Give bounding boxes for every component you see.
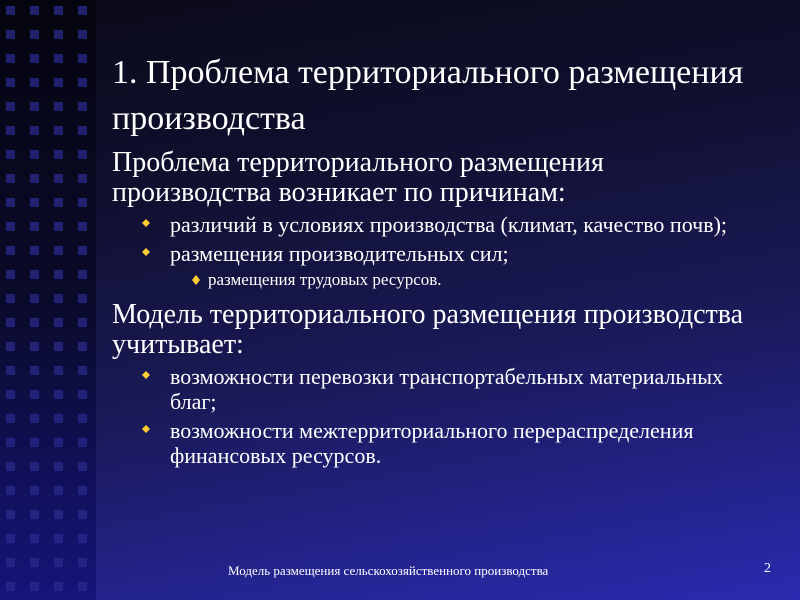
decorative-square — [6, 342, 15, 351]
list-item — [112, 241, 752, 266]
decorative-square — [78, 414, 87, 423]
decorative-square — [6, 102, 15, 111]
decorative-square — [6, 126, 15, 135]
decorative-square — [54, 270, 63, 279]
decorative-square — [78, 582, 87, 591]
decorative-square — [78, 6, 87, 15]
decorative-square — [6, 414, 15, 423]
slide-footer: Модель размещения сельскохозяйственного производства — [228, 563, 549, 578]
decorative-square — [78, 558, 87, 567]
decorative-square — [54, 534, 63, 543]
decorative-square — [30, 582, 39, 591]
decorative-square — [30, 294, 39, 303]
decorative-square — [6, 222, 15, 231]
slide-content — [112, 148, 752, 472]
decorative-square — [30, 558, 39, 567]
decorative-square — [6, 174, 15, 183]
decorative-square — [30, 270, 39, 279]
decorative-square — [78, 174, 87, 183]
decorative-square — [6, 294, 15, 303]
decorative-square — [78, 342, 87, 351]
decorative-square — [78, 534, 87, 543]
decorative-square — [6, 366, 15, 375]
decorative-square — [78, 366, 87, 375]
list-item-text: возможности перевозки транспортабельных материальных благ; — [170, 364, 724, 414]
sub-list-item — [112, 270, 752, 290]
decorative-square — [6, 390, 15, 399]
decorative-square — [54, 486, 63, 495]
decorative-square — [6, 270, 15, 279]
decorative-square — [54, 102, 63, 111]
decorative-square — [54, 126, 63, 135]
list-item-text: возможности межтерриториального перераспределения финансовых ресурсов. — [170, 418, 694, 468]
decorative-square — [30, 486, 39, 495]
decorative-square — [30, 6, 39, 15]
diamond-bullet-icon — [142, 219, 150, 227]
list-item-text: различий в условиях производства (климат, качество почв); — [170, 212, 728, 237]
decorative-square — [30, 318, 39, 327]
decorative-square — [54, 294, 63, 303]
decorative-square — [30, 390, 39, 399]
decorative-square — [54, 510, 63, 519]
decorative-square — [78, 150, 87, 159]
decorative-square — [54, 222, 63, 231]
decorative-square — [54, 30, 63, 39]
decorative-square — [54, 78, 63, 87]
decorative-square — [78, 438, 87, 447]
decorative-square — [78, 510, 87, 519]
decorative-square — [30, 126, 39, 135]
decorative-square — [54, 54, 63, 63]
list-item-text: размещения производительных сил; — [170, 241, 509, 266]
decorative-square — [30, 222, 39, 231]
decorative-square — [54, 342, 63, 351]
page-number: 2 — [764, 561, 771, 576]
decorative-square — [30, 510, 39, 519]
decorative-square — [78, 246, 87, 255]
decorative-square — [30, 246, 39, 255]
diamond-bullet-icon — [142, 371, 150, 379]
decorative-square — [6, 78, 15, 87]
decorative-square — [30, 102, 39, 111]
decorative-square — [78, 222, 87, 231]
sub-list-item-text: размещения трудовых ресурсов. — [208, 270, 442, 289]
section2-heading: Модель территориального размещения производства учитывает: — [112, 299, 744, 360]
decorative-square — [54, 6, 63, 15]
decorative-square — [30, 342, 39, 351]
decorative-square — [6, 558, 15, 567]
decorative-squares — [0, 0, 96, 600]
decorative-square — [78, 102, 87, 111]
list-item — [112, 418, 752, 468]
decorative-square — [30, 366, 39, 375]
decorative-square — [78, 318, 87, 327]
decorative-square — [6, 486, 15, 495]
decorative-square — [6, 6, 15, 15]
decorative-square — [78, 78, 87, 87]
list-item — [112, 212, 752, 237]
decorative-square — [6, 534, 15, 543]
diamond-bullet-icon — [142, 248, 150, 256]
decorative-square — [6, 198, 15, 207]
decorative-square — [54, 318, 63, 327]
decorative-square — [54, 198, 63, 207]
diamond-bullet-icon — [142, 425, 150, 433]
decorative-square — [6, 438, 15, 447]
decorative-square — [30, 198, 39, 207]
decorative-square — [78, 126, 87, 135]
decorative-square — [54, 582, 63, 591]
decorative-square — [6, 54, 15, 63]
decorative-square — [78, 462, 87, 471]
decorative-square — [6, 510, 15, 519]
decorative-square — [54, 390, 63, 399]
decorative-square — [54, 438, 63, 447]
decorative-square — [54, 414, 63, 423]
decorative-square — [30, 30, 39, 39]
decorative-square — [78, 294, 87, 303]
decorative-square — [54, 366, 63, 375]
decorative-square — [54, 246, 63, 255]
list-item — [112, 364, 752, 414]
decorative-square — [78, 486, 87, 495]
section1-heading: Проблема территориального размещения производства возникает по причинам: — [112, 147, 604, 208]
slide-title: 1. Проблема территориального размещения производства — [112, 54, 744, 137]
decorative-square — [6, 246, 15, 255]
decorative-square — [6, 462, 15, 471]
decorative-square — [30, 150, 39, 159]
decorative-square — [30, 414, 39, 423]
decorative-square — [78, 270, 87, 279]
decorative-square — [54, 174, 63, 183]
decorative-square — [30, 78, 39, 87]
decorative-square — [30, 54, 39, 63]
decorative-square — [6, 150, 15, 159]
decorative-square — [78, 54, 87, 63]
decorative-square — [54, 462, 63, 471]
decorative-square — [78, 198, 87, 207]
diamond-bullet-icon — [192, 275, 200, 285]
decorative-square — [6, 582, 15, 591]
decorative-square — [30, 534, 39, 543]
decorative-square — [30, 174, 39, 183]
decorative-square — [54, 150, 63, 159]
decorative-square — [78, 390, 87, 399]
decorative-square — [54, 558, 63, 567]
decorative-square — [6, 318, 15, 327]
decorative-square — [30, 462, 39, 471]
decorative-square — [6, 30, 15, 39]
decorative-square — [30, 438, 39, 447]
decorative-square — [78, 30, 87, 39]
